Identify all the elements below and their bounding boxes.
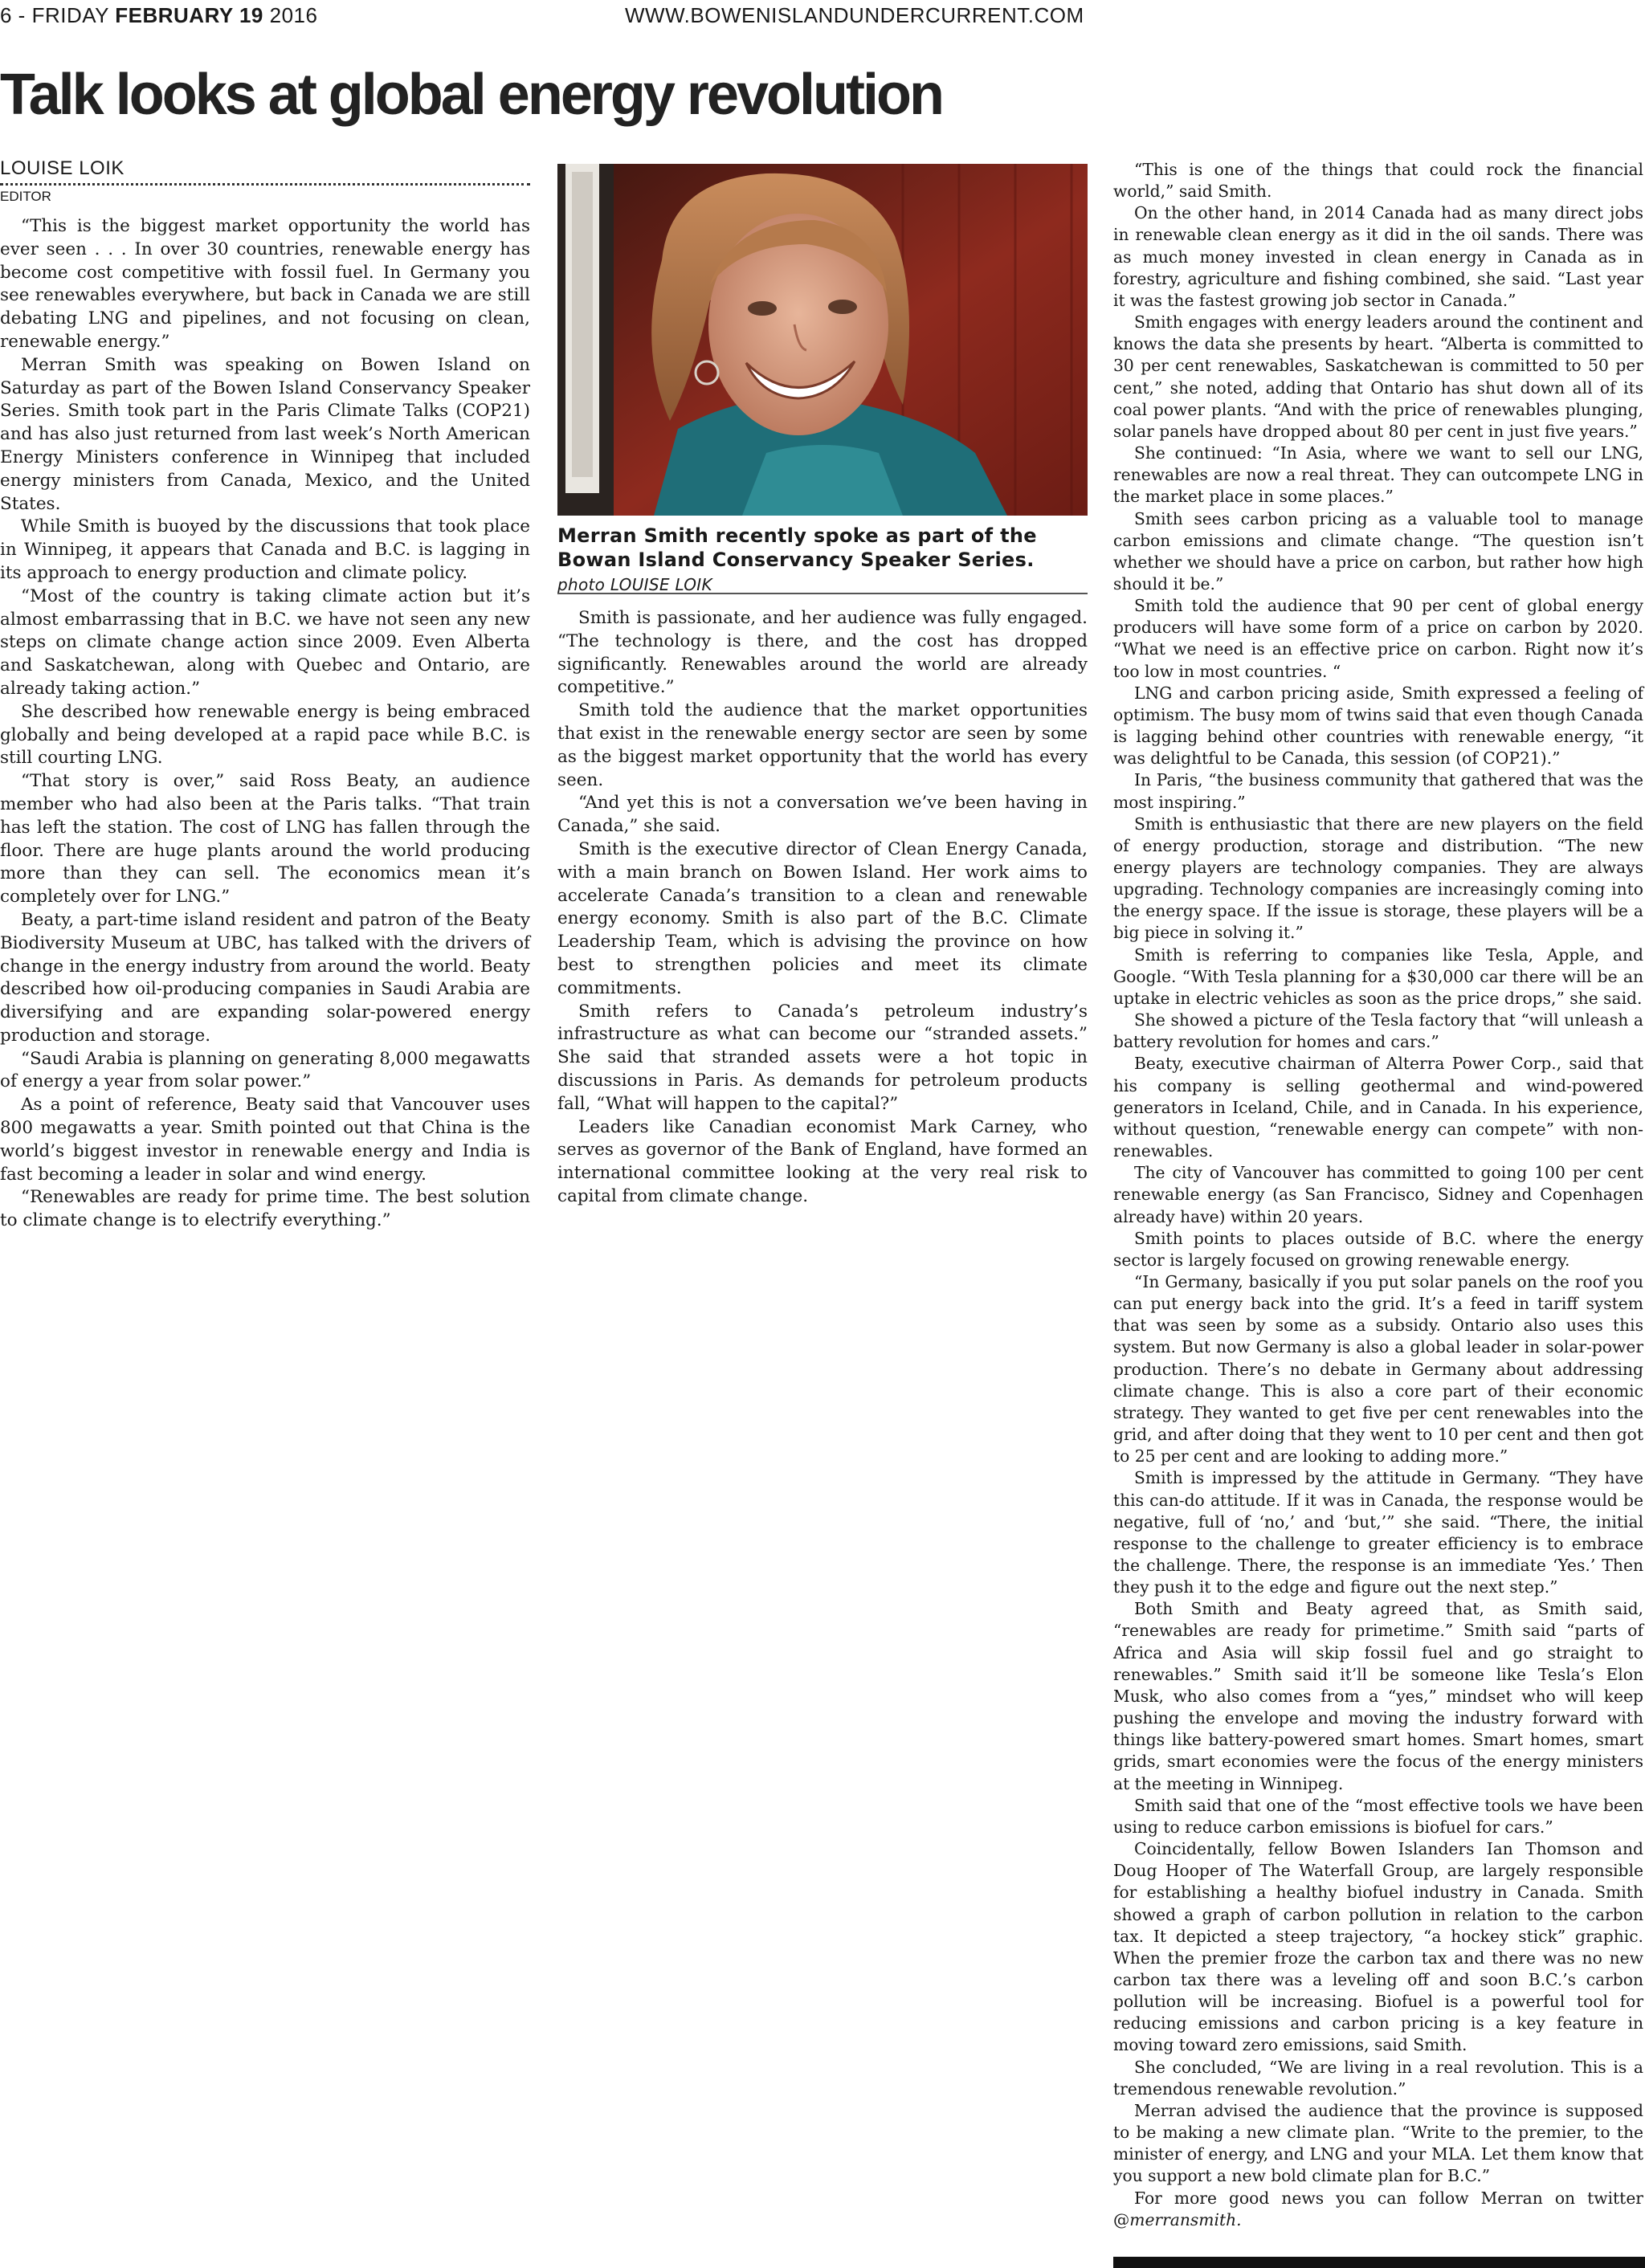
byline-divider bbox=[0, 183, 530, 186]
article-paragraph: Leaders like Canadian economist Mark Carney, who serves as governor of the Bank of England, have formed an international committee looking at the very real risk to capital from climate change. bbox=[557, 1116, 1088, 1206]
article-paragraph: Both Smith and Beaty agreed that, as Smith said, “renewables are ready for primetime.” Smith said “parts of Africa and Asia will skip fossil fuel and go straight to renewables.” Smith said it’ll be someone like Tesla’s Elon Musk, who also comes from a “yes,” mindset who will keep pushing the envelope and moving the industry forward with things like battery-powered smart homes. Smart homes, smart grids, smart economies were the focus of the energy ministers at the meeting in Winnipeg. bbox=[1113, 1599, 1643, 1793]
article-paragraph: Smith said that one of the “most effective tools we have been using to reduce carbon emissions is biofuel for cars.” bbox=[1113, 1795, 1643, 1837]
article-paragraph: “Most of the country is taking climate action but it’s almost embarrassing that in B.C. we have not seen any new steps on climate change action since 2009. Even Alberta and Saskatchewan, along with Quebec and Ontario, are already taking action.” bbox=[0, 585, 530, 699]
photo-caption bbox=[557, 524, 1088, 597]
article-paragraph: “And yet this is not a conversation we’ve been having in Canada,” she said. bbox=[557, 793, 1088, 837]
folio-date-bold: FEBRUARY 19 bbox=[115, 3, 263, 27]
article-paragraph: Beaty, executive chairman of Alterra Power Corp., said that his company is selling geothermal and wind-powered generators in Iceland, Chile, and in Canada. In his experience, without question, “renewable energy can compete” with non-renewables. bbox=[1113, 1054, 1643, 1161]
article-paragraph: “Renewables are ready for prime time. The best solution to climate change is to electrify everything.” bbox=[0, 1187, 530, 1231]
article-paragraph: Coincidentally, fellow Bowen Islanders Ian Thomson and Doug Hooper of The Waterfall Group, are largely responsible for establishing a healthy biofuel industry in Canada. Smith showed a graph of carbon pollution in relation to the carbon tax. It depicted a steep trajectory, “a hockey stick” graphic. When the premier froze the carbon tax and there was no new carbon tax there was a leveling off and soon B.C.’s carbon pollution will be increasing. Biofuel is a powerful tool for reducing emissions and carbon pricing is a key feature in moving toward zero emissions, said Smith. bbox=[1113, 1839, 1643, 2055]
closing-text: For more good news you can follow Merran on twitter @ bbox=[1113, 2188, 1643, 2229]
byline-role: EDITOR bbox=[0, 189, 51, 204]
article-paragraph: Smith is impressed by the attitude in Germany. “They have this can-do attitude. If it was in Canada, the response would be negative, full of ‘no,’ and ‘but,’” she said. “There, the initial response to the challenge to greater efficiency is to embrace the challenge. There, the response is an immediate ‘Yes.’ Then they push it to the edge and figure out the next step.” bbox=[1113, 1468, 1643, 1597]
folio-website[interactable]: WWW.BOWENISLANDUNDERCURRENT.COM bbox=[625, 3, 1084, 27]
article-paragraph: Smith refers to Canada’s petroleum industry’s infrastructure as what can become our “stranded assets.” She said that stranded assets were a hot topic in discussions in Paris. As demands for petroleum products fall, “What will happen to the capital?” bbox=[557, 1001, 1088, 1114]
folio-page-day: 6 - FRIDAY bbox=[0, 3, 116, 27]
article-paragraph: “This is one of the things that could rock the financial world,” said Smith. bbox=[1113, 160, 1643, 202]
article-paragraph: “That story is over,” said Ross Beaty, an audience member who had also been at the Paris talks. “That train has left the station. The cost of LNG has fallen through the floor. There are huge plants around the world producing more than they can sell. The economics mean it’s completely over for LNG.” bbox=[0, 771, 530, 908]
article-paragraph: Smith told the audience that 90 per cent of global energy producers will have some form of a price on carbon by 2020. “What we need is an effective price on carbon. Right now it’s too low in most countries. “ bbox=[1113, 596, 1643, 681]
article-paragraph: Smith engages with energy leaders around the continent and knows the data she presents by heart. “Alberta is committed to 30 per cent renewables, Saskatchewan is committed to 50 per cent,” she noted, adding that Ontario has shut down all of its coal power plants. “And with the price of renewables plunging, solar panels have dropped about 80 per cent in just five years.” bbox=[1113, 312, 1643, 441]
article-paragraph: On the other hand, in 2014 Canada had as many direct jobs in renewable clean energy as it did in the oil sands. There was as much money invested in clean energy in Canada as in forestry, agriculture and fishing combined, she said. “Last year it was the fastest growing job sector in Canada.” bbox=[1113, 203, 1643, 310]
article-paragraph: Smith points to places outside of B.C. where the energy sector is largely focused on growing renewable energy. bbox=[1113, 1228, 1643, 1270]
byline bbox=[0, 157, 530, 206]
article-paragraph: She continued: “In Asia, where we want to sell our LNG, renewables are now a real threat. They can outcompete LNG in the market place in some places.” bbox=[1113, 443, 1643, 507]
portrait-photo bbox=[557, 164, 1088, 516]
folio-year: 2016 bbox=[263, 3, 318, 27]
article-paragraph: Beaty, a part-time island resident and patron of the Beaty Biodiversity Museum at UBC, has talked with the drivers of change in the energy industry from around the world. Beaty described how oil-producing companies in Saudi Arabia are diversifying and are expanding solar-powered energy production and storage. bbox=[0, 909, 530, 1046]
article-paragraph: Smith is referring to companies like Tesla, Apple, and Google. “With Tesla planning for a $30,000 car there will be an uptake in electric vehicles as soon as the price drops,” she said. bbox=[1113, 944, 1643, 1008]
article-paragraph: Smith is the executive director of Clean Energy Canada, with a main branch on Bowen Island. Her work aims to accelerate Canada’s transition to a clean and renewable energy economy. Smith is also part of the B.C. Climate Leadership Team, which is advising the province on how best to strengthen policies and meet its climate commitments. bbox=[557, 838, 1088, 998]
photo-credit: photo LOUISE LOIK bbox=[557, 575, 712, 594]
article-paragraph: Smith sees carbon pricing as a valuable tool to manage carbon emissions and climate change. “The question isn’t whether we should have a price on carbon, but rather how high should it be.” bbox=[1113, 508, 1643, 594]
closing-paragraph bbox=[1113, 2188, 1643, 2231]
article-paragraph: She described how renewable energy is being embraced globally and being developed at a rapid pace while B.C. is still courting LNG. bbox=[0, 701, 530, 769]
article-paragraph: While Smith is buoyed by the discussions that took place in Winnipeg, it appears that Canada and B.C. is lagging in its approach to energy production and climate policy. bbox=[0, 516, 530, 583]
caption-divider bbox=[557, 593, 1088, 594]
article-paragraph: “In Germany, basically if you put solar panels on the roof you can put energy back into the grid. It’s a feed in tariff system that was seen by some as a subsidy. Ontario also uses this system. But now Germany is also a global leader in solar-power production. There’s no debate in Germany about addressing climate change. This is also a core part of their economic strategy. They wanted to get five per cent renewables into the grid, and after doing that they went to 10 per cent and then got to 25 per cent and are looking to adding more.” bbox=[1113, 1271, 1643, 1466]
article-paragraph: “Saudi Arabia is planning on generating 8,000 megawatts of energy a year from solar power.” bbox=[0, 1048, 530, 1092]
article-column-3 bbox=[1113, 159, 1643, 2231]
article-paragraph: As a point of reference, Beaty said that Vancouver uses 800 megawatts a year. Smith pointed out that China is the world’s biggest investor in renewable energy and India is fast becoming a leader in solar and wind energy. bbox=[0, 1095, 530, 1185]
folio-date bbox=[0, 3, 317, 28]
article-paragraph: Merran Smith was speaking on Bowen Island on Saturday as part of the Bowen Island Conservancy Speaker Series. Smith took part in the Paris Climate Talks (COP21) and has also just returned from last week’s North American Energy Ministers conference in Winnipeg that included energy ministers from Canada, Mexico, and the United States. bbox=[0, 354, 530, 514]
twitter-handle[interactable]: merransmith. bbox=[1129, 2209, 1242, 2229]
bottom-rule bbox=[1113, 2257, 1645, 2268]
photo-caption-text: Merran Smith recently spoke as part of the Bowan Island Conservancy Speaker Series. bbox=[557, 524, 1037, 571]
article-column-2 bbox=[557, 607, 1088, 1209]
article-paragraph: “This is the biggest market opportunity the world has ever seen . . . In over 30 countries, renewable energy has become cost competitive with fossil fuel. In Germany you see renewables everywhere, but back in Canada we are still debating LNG and pipelines, and not focusing on clean, renewable energy.” bbox=[0, 216, 530, 352]
article-paragraph: Smith is enthusiastic that there are new players on the field of energy production, storage and distribution. “The new energy players are technology companies. They are always upgrading. Technology companies are increasingly coming into the energy space. If the issue is storage, these players will be a big piece in solving it.” bbox=[1113, 814, 1643, 943]
headline: Talk looks at global energy revolution bbox=[0, 63, 942, 127]
byline-author: LOUISE LOIK bbox=[0, 157, 124, 179]
portrait-photo-image bbox=[557, 164, 1088, 516]
article-paragraph: Smith is passionate, and her audience was fully engaged. “The technology is there, and the cost has dropped significantly. Renewables around the world are already competitive.” bbox=[557, 608, 1088, 698]
article-column-1 bbox=[0, 215, 530, 1233]
article-paragraph: In Paris, “the business community that gathered that was the most inspiring.” bbox=[1113, 770, 1643, 812]
article-paragraph: Merran advised the audience that the province is supposed to be making a new climate plan. “Write to the premier, to the minister of energy, and LNG and your MLA. Let them know that you support a new bold climate plan for B.C.” bbox=[1113, 2100, 1643, 2186]
article-paragraph: She concluded, “We are living in a real revolution. This is a tremendous renewable revolution.” bbox=[1113, 2057, 1643, 2099]
article-paragraph: She showed a picture of the Tesla factory that “will unleash a battery revolution for homes and cars.” bbox=[1113, 1010, 1643, 1052]
article-paragraph: The city of Vancouver has committed to going 100 per cent renewable energy (as San Francisco, Sidney and Copenhagen already have) within 20 years. bbox=[1113, 1163, 1643, 1226]
article-paragraph: Smith told the audience that the market opportunities that exist in the renewable energy sector are seen by some as the biggest market opportunity that the world has every seen. bbox=[557, 700, 1088, 790]
article-paragraph: LNG and carbon pricing aside, Smith expressed a feeling of optimism. The busy mom of twins said that even though Canada is lagging behind other countries with renewable energy, “it was delightful to be Canada, this session (of COP21).” bbox=[1113, 683, 1643, 769]
